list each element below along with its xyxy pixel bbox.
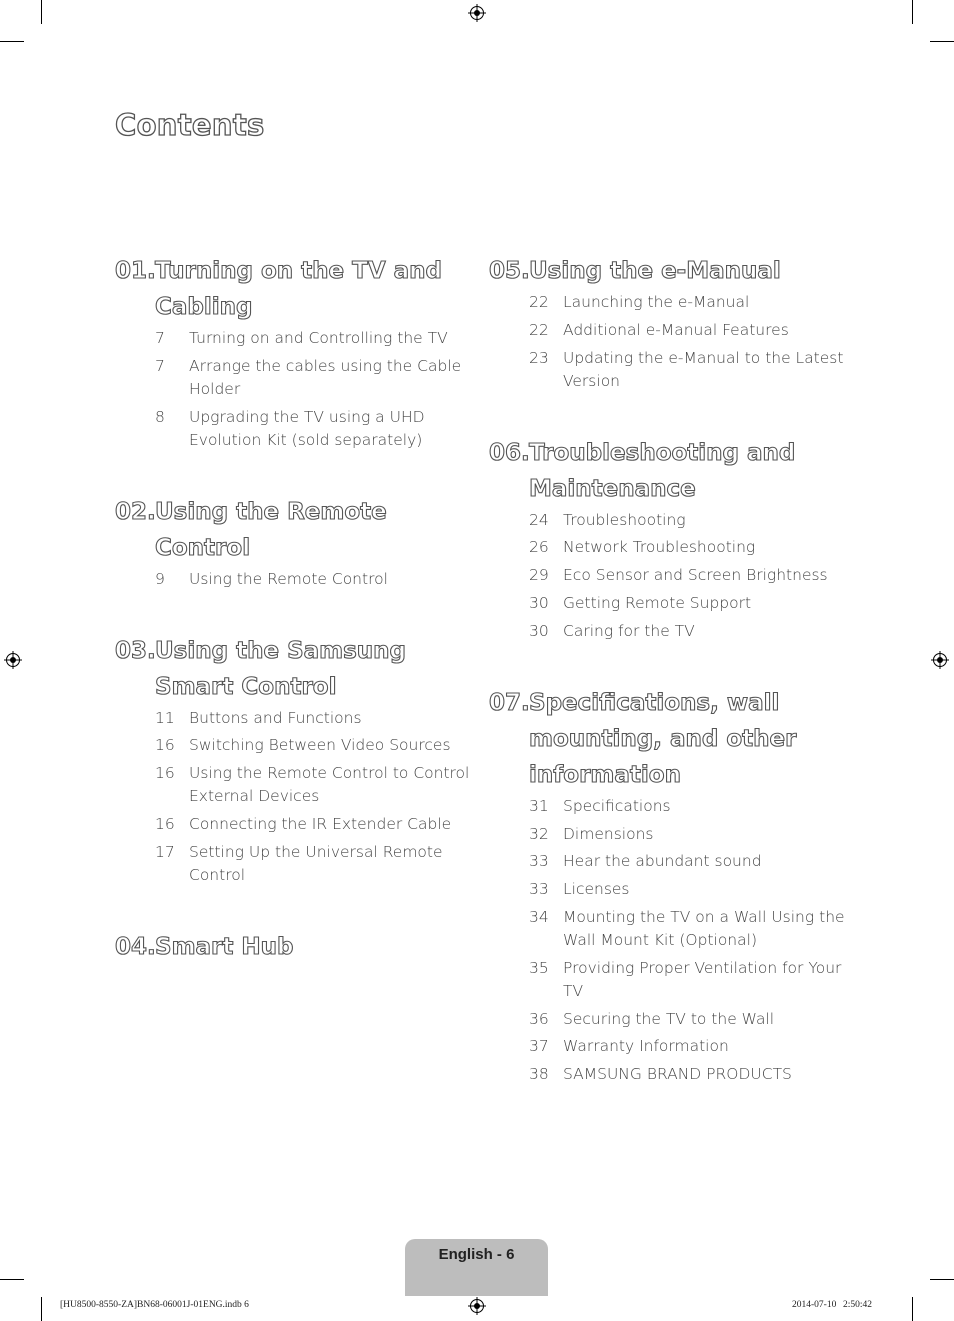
- toc-entry-page: 30: [529, 621, 549, 640]
- toc-entry[interactable]: [529, 347, 849, 393]
- toc-entry-page: 16: [155, 736, 175, 755]
- toc-entry[interactable]: [529, 795, 849, 818]
- toc-entry[interactable]: [529, 509, 849, 532]
- toc-entry-text: Warranty Information: [563, 1037, 729, 1056]
- toc-entry-text: Updating the e-Manual to the Latest Version: [563, 348, 844, 390]
- toc-entry-page: 22: [529, 320, 549, 339]
- section-number: 05.: [489, 258, 530, 284]
- toc-entry-text: Providing Proper Ventilation for Your TV: [563, 958, 842, 1000]
- toc-entry[interactable]: [155, 355, 475, 401]
- toc-entry-text: Hear the abundant sound: [563, 852, 762, 871]
- toc-entry-page: 31: [529, 796, 549, 815]
- crop-mark: [0, 1279, 24, 1280]
- toc-entry-page: 8: [155, 407, 165, 426]
- section-number: 07.: [489, 689, 530, 716]
- section-items: [155, 327, 475, 452]
- toc-entry[interactable]: [529, 564, 849, 587]
- section-heading[interactable]: [115, 494, 475, 566]
- toc-entry[interactable]: [155, 813, 475, 836]
- toc-entry-text: Arrange the cables using the Cable Holder: [189, 356, 462, 398]
- crop-mark: [41, 0, 42, 24]
- toc-section: [489, 685, 849, 1086]
- toc-right-column: [489, 253, 849, 1128]
- print-slug-right: 2014-07-10 2:50:42: [792, 1300, 873, 1310]
- toc-entry[interactable]: [529, 823, 849, 846]
- toc-entry-text: Additional e-Manual Features: [563, 320, 789, 339]
- section-items: [155, 707, 475, 887]
- toc-entry-page: 16: [155, 814, 175, 833]
- toc-entry-text: Connecting the IR Extender Cable: [189, 814, 452, 833]
- section-heading[interactable]: [489, 253, 849, 289]
- section-heading[interactable]: [115, 929, 475, 965]
- toc-entry-text: Launching the e-Manual: [563, 293, 750, 311]
- toc-section: [115, 494, 475, 591]
- page-title: Contents: [115, 108, 265, 142]
- toc-entry-page: 16: [155, 764, 175, 783]
- toc-section: [115, 929, 475, 965]
- toc-entry-page: 37: [529, 1037, 549, 1056]
- toc-entry-page: 34: [529, 907, 549, 926]
- footer-page-label: English - 6: [438, 1246, 515, 1263]
- toc-entry-text: Setting Up the Universal Remote Control: [189, 842, 443, 884]
- toc-entry-text: Troubleshooting: [563, 510, 686, 529]
- toc-entry-text: Licenses: [563, 880, 630, 899]
- toc-entry[interactable]: [529, 592, 849, 615]
- section-title: Using the Samsung Smart Control: [155, 637, 407, 700]
- toc-entry-text: Turning on and Controlling the TV: [189, 329, 448, 347]
- toc-entry-page: 22: [529, 293, 549, 311]
- crop-mark: [41, 1297, 42, 1321]
- toc-entry[interactable]: [529, 850, 849, 873]
- toc-entry-text: Switching Between Video Sources: [189, 736, 451, 755]
- toc-entry[interactable]: [155, 406, 475, 452]
- toc-entry[interactable]: [529, 957, 849, 1003]
- section-heading[interactable]: [115, 253, 475, 325]
- toc-entry[interactable]: [529, 906, 849, 952]
- toc-entry-page: 32: [529, 824, 549, 843]
- section-number: 03.: [115, 637, 156, 664]
- toc-entry-text: SAMSUNG BRAND PRODUCTS: [563, 1065, 792, 1084]
- section-title: Specifications, wall mounting, and other information: [529, 689, 797, 788]
- section-number: 01.: [115, 258, 156, 284]
- toc-entry-text: Dimensions: [563, 824, 654, 843]
- toc-entry[interactable]: [529, 1008, 849, 1031]
- toc-entry-text: Network Troubleshooting: [563, 538, 756, 557]
- toc-entry-text: Specifications: [563, 796, 671, 815]
- crop-mark: [912, 0, 913, 24]
- toc-entry-text: Using the Remote Control: [189, 569, 388, 588]
- toc-entry-page: 17: [155, 842, 175, 861]
- section-number: 04.: [115, 933, 156, 960]
- toc-entry[interactable]: [155, 734, 475, 757]
- toc-entry-text: Upgrading the TV using a UHD Evolution Kit (sold separately): [189, 407, 425, 449]
- crop-mark: [930, 41, 954, 42]
- section-items: [529, 509, 849, 643]
- section-items: [529, 291, 849, 393]
- crop-mark: [912, 1297, 913, 1321]
- toc-entry[interactable]: [155, 707, 475, 730]
- crop-mark: [930, 1279, 954, 1280]
- toc-entry[interactable]: [155, 841, 475, 887]
- section-number: 06.: [489, 439, 530, 466]
- toc-section: [115, 633, 475, 887]
- registration-mark-icon: [468, 4, 486, 22]
- toc-entry-page: 7: [155, 356, 165, 375]
- section-title: Using the e-Manual: [529, 258, 781, 284]
- toc-entry-text: Eco Sensor and Screen Brightness: [563, 566, 828, 585]
- section-items: [529, 795, 849, 1086]
- toc-entry-page: 33: [529, 852, 549, 871]
- toc-entry-text: Caring for the TV: [563, 621, 695, 640]
- section-heading[interactable]: [489, 685, 849, 793]
- crop-mark: [0, 41, 24, 42]
- toc-entry[interactable]: [529, 319, 849, 342]
- toc-entry-page: 36: [529, 1009, 549, 1028]
- toc-section: [489, 435, 849, 643]
- toc-entry[interactable]: [155, 327, 475, 350]
- toc-entry-page: 30: [529, 593, 549, 612]
- section-number: 02.: [115, 498, 156, 525]
- toc-entry-text: Using the Remote Control to Control External Devices: [189, 764, 470, 806]
- toc-entry-text: Getting Remote Support: [563, 593, 752, 612]
- toc-entry[interactable]: [155, 762, 475, 808]
- toc-left-column: [115, 253, 475, 1007]
- toc-entry-page: 38: [529, 1065, 549, 1084]
- toc-entry[interactable]: [529, 1063, 849, 1086]
- toc-entry-page: 9: [155, 569, 165, 588]
- toc-section: [115, 253, 475, 452]
- toc-entry[interactable]: [529, 291, 849, 314]
- toc-entry[interactable]: [529, 1035, 849, 1058]
- toc-entry-text: Buttons and Functions: [189, 708, 362, 727]
- section-title: Turning on the TV and Cabling: [155, 258, 442, 320]
- section-title: Troubleshooting and Maintenance: [529, 439, 796, 502]
- toc-entry-page: 11: [155, 708, 175, 727]
- section-items: [155, 568, 475, 591]
- section-heading[interactable]: [115, 633, 475, 705]
- toc-entry[interactable]: [529, 878, 849, 901]
- section-title: Using the Remote Control: [155, 498, 387, 561]
- toc-entry-text: Securing the TV to the Wall: [563, 1009, 775, 1028]
- toc-entry-page: 24: [529, 510, 549, 529]
- toc-entry-page: 29: [529, 566, 549, 585]
- toc-entry-page: 23: [529, 348, 549, 367]
- toc-entry[interactable]: [529, 536, 849, 559]
- toc-entry-text: Mounting the TV on a Wall Using the Wall Mount Kit (Optional): [563, 907, 845, 949]
- registration-mark-icon: [468, 1297, 486, 1315]
- toc-entry-page: 33: [529, 880, 549, 899]
- registration-mark-icon: [931, 651, 949, 669]
- toc-section: [489, 253, 849, 393]
- toc-entry[interactable]: [155, 568, 475, 591]
- registration-mark-icon: [4, 651, 22, 669]
- toc-entry-page: 7: [155, 329, 165, 347]
- toc-entry[interactable]: [529, 620, 849, 643]
- print-slug-left: [HU8500-8550-ZA]BN68-06001J-01ENG.indb 6: [60, 1300, 249, 1310]
- section-heading[interactable]: [489, 435, 849, 507]
- section-title: Smart Hub: [155, 933, 294, 960]
- toc-entry-page: 26: [529, 538, 549, 557]
- toc-entry-page: 35: [529, 958, 549, 977]
